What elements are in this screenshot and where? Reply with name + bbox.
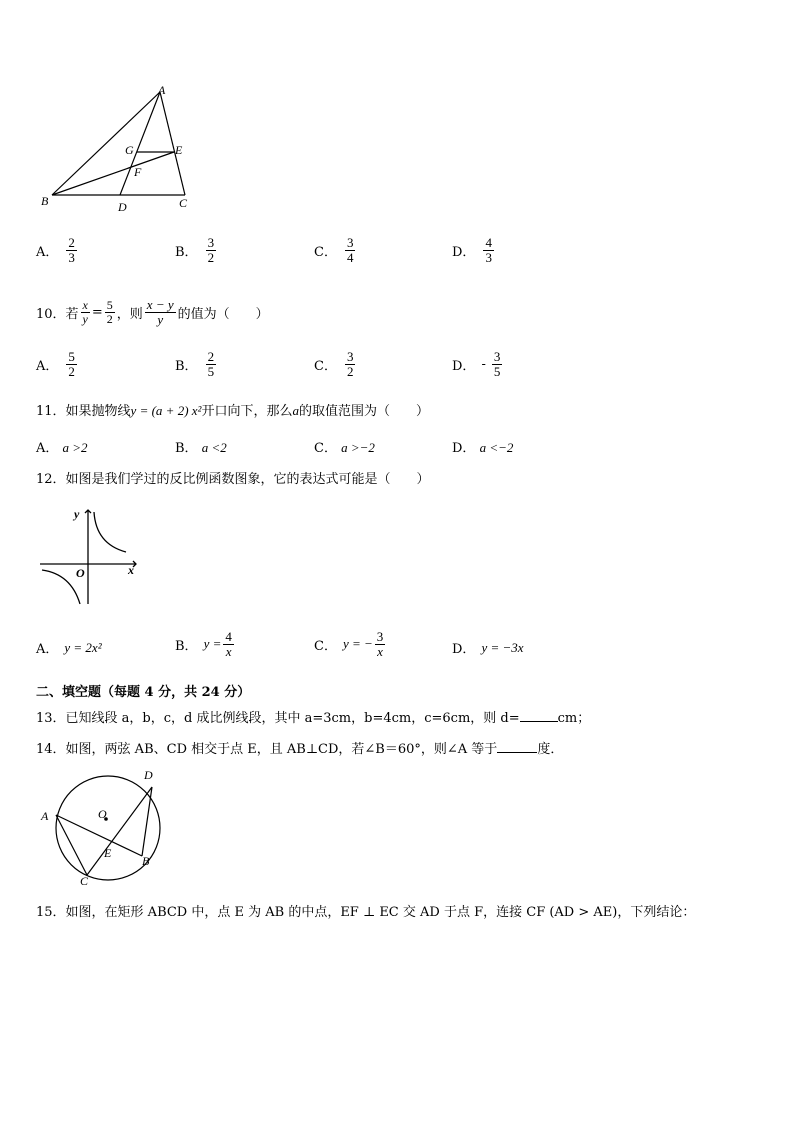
- option-formula: y =: [203, 636, 222, 652]
- denominator: 4: [346, 249, 354, 265]
- option-label: D．: [452, 244, 476, 260]
- option-text: a >−2: [341, 440, 375, 455]
- q12-option-b[interactable]: [175, 630, 236, 658]
- option-label: A．: [36, 244, 59, 260]
- option-label: B．: [175, 244, 198, 260]
- fraction: [223, 630, 234, 658]
- option-label: A．: [36, 642, 59, 657]
- option-label: A．: [36, 358, 59, 374]
- denominator: 3: [68, 249, 75, 265]
- circle-figure: [36, 764, 166, 886]
- numerator: 2: [207, 349, 215, 364]
- option-text: a <−2: [479, 440, 514, 455]
- numerator: 4: [225, 629, 232, 644]
- numerator: x: [82, 298, 88, 313]
- label-D: D: [118, 200, 127, 214]
- fraction: [483, 236, 494, 264]
- option-label: D．: [452, 358, 476, 374]
- option-label: B．: [175, 358, 198, 374]
- denominator: 5: [493, 363, 501, 379]
- q12-stem: 12．如图是我们学过的反比例函数图象，它的表达式可能是（ ）: [36, 472, 430, 487]
- variable-a: a: [292, 403, 299, 418]
- denominator: 2: [346, 363, 354, 379]
- label-B: B: [41, 194, 49, 208]
- option-text: a >2: [62, 440, 88, 455]
- q11-option-b[interactable]: [175, 437, 227, 456]
- q14-stem: [36, 738, 563, 757]
- q13-stem: [36, 707, 590, 726]
- label-E: E: [175, 143, 183, 157]
- q10-prefix: 10．若: [36, 306, 79, 322]
- denominator: 5: [207, 363, 215, 379]
- q15-stem: 15．如图，在矩形 ABCD 中，点 E 为 AB 的中点，EF ⊥ EC 交 AD 于点 F，连接 CF (AD > AE)，下列结论：: [36, 905, 696, 920]
- option-label: B．: [175, 638, 198, 654]
- expression-fraction: [145, 298, 176, 326]
- fraction: [375, 630, 386, 658]
- option-formula: y = −: [342, 636, 373, 652]
- numerator: 3: [346, 235, 354, 250]
- denominator: 2: [106, 311, 113, 326]
- option-label: A．: [36, 441, 59, 456]
- q11-option-d[interactable]: [452, 437, 513, 456]
- section-heading: 二、填空题（每题 4 分，共 24 分）: [36, 685, 251, 700]
- denominator: 2: [68, 363, 75, 379]
- label-G: G: [125, 143, 134, 157]
- option-label: C．: [314, 638, 337, 654]
- condition-fraction: [81, 299, 90, 325]
- q10-suffix: 的值为（ ）: [177, 306, 269, 322]
- q10-option-b[interactable]: [175, 350, 218, 378]
- numerator: 2: [68, 235, 75, 250]
- denominator: y: [145, 312, 176, 327]
- numerator: 3: [207, 235, 215, 250]
- q12-option-d[interactable]: [452, 638, 524, 657]
- fraction: [345, 350, 356, 378]
- q11-option-a[interactable]: [36, 437, 88, 456]
- numerator: 3: [346, 349, 354, 364]
- fraction: [66, 236, 77, 264]
- q11-stem: [36, 400, 429, 419]
- condition-value: [105, 299, 115, 325]
- q11-suffix: 的取值范围为（ ）: [298, 404, 429, 419]
- circle-label-B: B: [142, 854, 150, 868]
- numerator: 3: [376, 629, 384, 644]
- option-label: C．: [314, 244, 337, 260]
- denominator: 3: [485, 249, 492, 265]
- denominator: x: [223, 644, 234, 659]
- q13-text: 13．已知线段 a，b，c，d 成比例线段，其中 a=3cm，b=4cm，c=6cm，则 d=: [36, 711, 520, 726]
- option-formula: y = −3x: [481, 639, 524, 655]
- q9-option-c[interactable]: [314, 236, 357, 264]
- fraction: [345, 236, 356, 264]
- q12-option-c[interactable]: [314, 630, 387, 658]
- q11-option-c[interactable]: [314, 437, 375, 456]
- fraction: [206, 350, 217, 378]
- label-F: F: [134, 165, 142, 179]
- q10-option-c[interactable]: [314, 350, 357, 378]
- option-label: B．: [175, 441, 198, 456]
- answer-blank[interactable]: [520, 721, 558, 722]
- option-text: a <2: [201, 440, 227, 455]
- q13-suffix: cm；: [557, 711, 591, 726]
- q10-mid: ，则: [116, 306, 143, 322]
- fraction: [492, 350, 503, 378]
- q9-option-a[interactable]: [36, 236, 79, 264]
- numerator: 5: [106, 298, 113, 313]
- option-formula: y = 2x²: [64, 639, 102, 655]
- q11-mid: 开口向下，那么: [201, 404, 293, 419]
- q9-option-b[interactable]: [175, 236, 218, 264]
- q10-option-a[interactable]: [36, 350, 79, 378]
- fraction: [66, 350, 77, 378]
- numerator: 5: [68, 349, 75, 364]
- q10-option-d[interactable]: [452, 350, 504, 378]
- circle-label-A: A: [41, 809, 49, 823]
- numerator: 4: [485, 235, 492, 250]
- parabola-formula: y = (a + 2) x²: [130, 403, 202, 418]
- q14-text: 14．如图，两弦 AB、CD 相交于点 E，且 AB⊥CD，若∠B＝60°，则∠A 等于: [36, 742, 498, 757]
- circle-label-E: E: [104, 846, 112, 860]
- denominator: 2: [207, 249, 215, 265]
- option-label: D．: [452, 642, 476, 657]
- denominator: y: [82, 311, 88, 326]
- fraction: [206, 236, 217, 264]
- circle-label-O: O: [98, 807, 107, 821]
- q14-suffix: 度．: [537, 742, 564, 757]
- option-label: D．: [452, 441, 476, 456]
- circle-label-D: D: [144, 768, 153, 782]
- option-label: C．: [314, 358, 337, 374]
- answer-blank[interactable]: [497, 752, 537, 753]
- triangle-figure: [36, 84, 196, 214]
- q11-prefix: 11．如果抛物线: [36, 404, 131, 419]
- minus-sign: -: [481, 356, 486, 372]
- inverse-function-graph: [36, 504, 142, 610]
- denominator: x: [375, 644, 386, 659]
- circle-label-C: C: [80, 874, 89, 886]
- graph-label-origin: O: [76, 566, 85, 580]
- graph-label-x: x: [128, 563, 134, 577]
- q9-option-d[interactable]: [452, 236, 496, 264]
- option-label: C．: [314, 441, 337, 456]
- numerator: x − y: [146, 297, 174, 312]
- q10-stem: [36, 298, 269, 326]
- label-A: A: [158, 84, 166, 97]
- q12-option-a[interactable]: [36, 638, 102, 657]
- numerator: 3: [493, 349, 501, 364]
- label-C: C: [179, 196, 188, 210]
- graph-label-y: y: [74, 507, 80, 521]
- equals-sign: =: [91, 304, 103, 320]
